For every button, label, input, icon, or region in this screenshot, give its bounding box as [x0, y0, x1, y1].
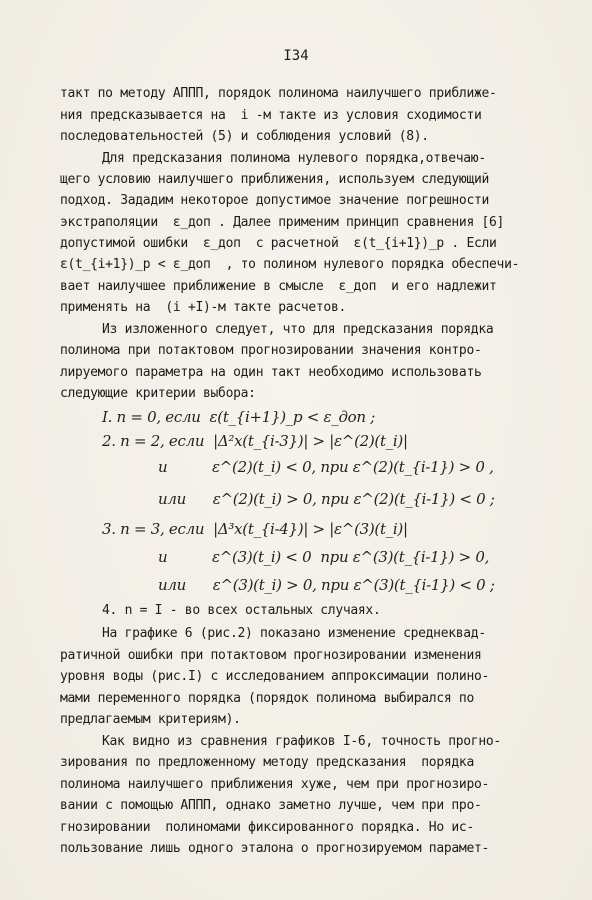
text-line: На графике 6 (рис.2) показано изменение среднеквад-: [102, 626, 486, 641]
criterion-2: 2. n = 2, если |Δ²x(t_{i-3})| > |ε^(2)(t_i)|: [102, 432, 408, 450]
text-line: ния предсказывается на i -м такте из условия сходимости: [60, 108, 482, 123]
text-line: подход. Зададим некоторое допустимое значение погрешности: [60, 193, 490, 208]
criterion-1: I. n = 0, если ε(t_{i+1})_p < ε_доп ;: [102, 408, 375, 426]
text-line: экстраполяции ε_доп . Далее применим принцип сравнения [6]: [60, 215, 505, 230]
text-line: Из изложенного следует, что для предсказания порядка: [102, 322, 494, 337]
text-line: следующие критерии выбора:: [60, 386, 256, 401]
criterion-2-and: и ε^(2)(t_i) < 0, при ε^(2)(t_{i-1}) > 0 ,: [158, 458, 494, 476]
text-line: такт по методу АППП, порядок полинома наилучшего приближе-: [60, 86, 497, 101]
criterion-2-or: или ε^(2)(t_i) > 0, при ε^(2)(t_{i-1}) < 0 ;: [158, 490, 495, 508]
text-line: гнозировании полиномами фиксированного порядка. Но ис-: [60, 820, 474, 835]
criterion-3-and: и ε^(3)(t_i) < 0 при ε^(3)(t_{i-1}) > 0,: [158, 548, 490, 566]
text-line: зирования по предложенному методу предсказания порядка: [60, 755, 474, 770]
text-line: предлагаемым критериям).: [60, 712, 241, 727]
text-line: вании с помощью АППП, однако заметно лучше, чем при про-: [60, 798, 482, 813]
text-line: пользование лишь одного эталона о прогнозируемом парамет-: [60, 841, 490, 856]
text-line: последовательностей (5) и соблюдения условий (8).: [60, 129, 429, 144]
text-line: ратичной ошибки при потактовом прогнозировании изменения: [60, 648, 482, 663]
text-line: Для предсказания полинома нулевого порядка,отвечаю-: [102, 151, 486, 166]
text-line: полинома наилучшего приближения хуже, чем при прогнозиро-: [60, 777, 490, 792]
text-line: уровня воды (рис.I) с исследованием аппроксимации полино-: [60, 669, 490, 684]
text-line: лируемого параметра на один такт необходимо использовать: [60, 365, 482, 380]
text-line: вает наилучшее приближение в смысле ε_доп и его надлежит: [60, 279, 497, 294]
text-line: полинома при потактовом прогнозировании значения контро-: [60, 343, 482, 358]
criterion-3: 3. n = 3, если |Δ³x(t_{i-4})| > |ε^(3)(t_i)|: [102, 520, 408, 538]
text-line: Как видно из сравнения графиков I-6, точность прогно-: [102, 734, 501, 749]
text-line: щего условию наилучшего приближения, используем следующий: [60, 172, 490, 187]
page-number: I34: [283, 48, 309, 64]
criterion-4: 4. n = I - во всех остальных случаях.: [102, 603, 381, 618]
criterion-3-or: или ε^(3)(t_i) > 0, при ε^(3)(t_{i-1}) < 0 ;: [158, 576, 495, 594]
text-line: ε(t_{i+1})_p < ε_доп , то полином нулевого порядка обеспечи-: [60, 257, 520, 272]
text-line: допустимой ошибки ε_доп с расчетной ε(t_{i+1})_p . Если: [60, 236, 497, 251]
text-line: мами переменного порядка (порядок полинома выбирался по: [60, 691, 474, 706]
text-line: применять на (i +I)-м такте расчетов.: [60, 300, 347, 315]
